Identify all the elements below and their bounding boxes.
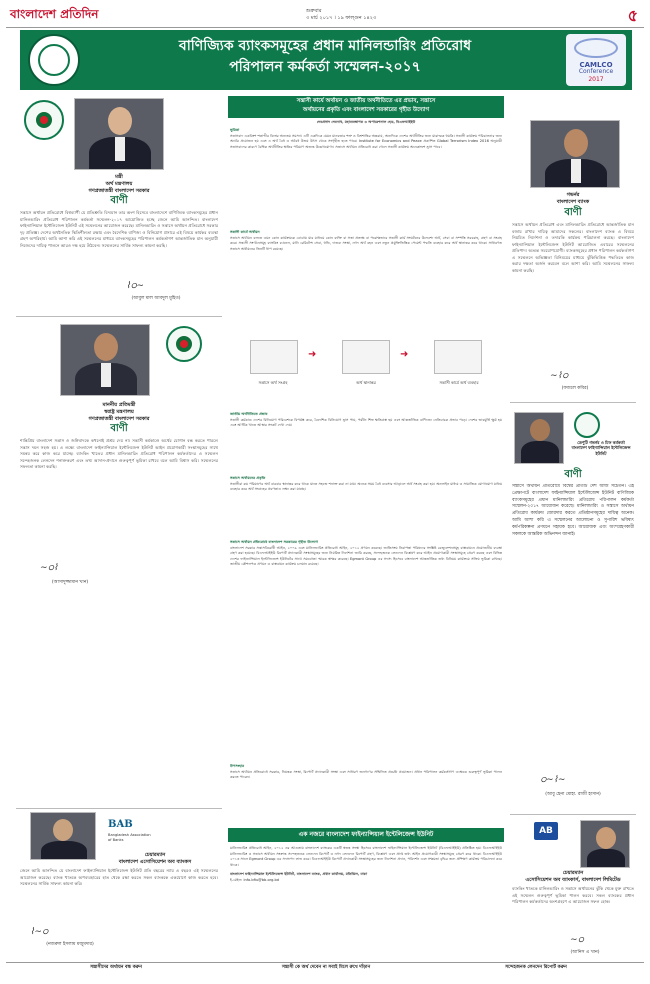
feature-article — [228, 96, 504, 826]
person-title: ডেপুটি গভর্নর ও চিফ কর্মকর্তা বাংলাদেশ ফাইন্যান্সিয়াল ইন্টেলিজেন্স ইউনিট — [571, 440, 631, 456]
divider — [16, 316, 222, 317]
abb-logo — [534, 822, 574, 850]
feature-section-intro: ভূমিকা সন্ত্রাসবাদ একবিংশ শতাব্দীর বিশ্বের অন্যতম সমস্যা। এটি একদিকে যেমন মানবতার শত্রু ও বিশ্বশান্তির অন্তরায়, অন্যদিকে দেশের অর্থনীতির জন্য মারাত্মক হুমকি। সন্ত্রাসী কার্যক্রম পরিচালনার জন্য অর্থের প্রয়োজন হয় এবং এ অর্থ বৈধ ও অবৈধ উভয় উৎস থেকে সংগৃহীত হতে পারে। Institute for Economics and Peace প্রকাশিত Global Terrorism Index 2016 অনুযায়ী সন্ত্রাসবাদের কারণে বৈশ্বিক অর্থনীতির ক্ষতির পরিমাণ অত্যন্ত উল্লেখযোগ্য। সন্ত্রাসে অর্থায়ন প্রতিরোধ করা গেলে সন্ত্রাসী কার্যক্রম অনেকাংশে হ্রাস পাবে। — [230, 128, 502, 149]
message-bfiu-head — [510, 408, 636, 812]
stage-transfer-icon — [342, 340, 390, 374]
footer-slogan: সন্ত্রাসীদের অর্থায়ন বন্ধ করুন — [90, 965, 142, 970]
signature: ഠ∼⌇∼ — [540, 775, 566, 785]
feature-section-financing: সন্ত্রাসী কার্যে অর্থায়ন সন্ত্রাসে অর্থায়ন বলতে এমন কোন কার্যক্রমকে বোঝায় যার মাধ্যমে কোন ব্যক্তি বা সত্তা প্রত্যক্ষ বা পরোক্ষভাবে সন্ত্রাসী কার্য সংঘটনের উদ্দেশ্যে অর্থ, সেবা বা সম্পত্তি সরবরাহ, গ্রহণ বা সংগ্রহ করে। সন্ত্রাসী সংগঠনসমূহ ব্যাংকিং চ্যানেল, মানি রেমিটেন্স সেবা, হুন্ডি, দাতব্য সংস্থা, নগদ অর্থ বহন এবং নতুন প্রযুক্তিভিত্তিক পেমেন্ট পদ্ধতি ব্যবহার করে অর্থ স্থানান্তর করে থাকে। সাধারণত সন্ত্রাসে অর্থায়নের তিনটি ধাপ রয়েছে। — [230, 230, 502, 251]
person-title: গভর্নর বাংলাদেশ ব্যাংক — [556, 192, 590, 205]
message-text: সন্ত্রাসে অর্থায়ন প্রতিরোধ এবং মানিলন্ডারিং প্রতিরোধে আন্তর্জাতিক মান বজায় রাখার দায়িত্ব আমাদের সকলের। বাংলাদেশ ব্যাংক এ বিষয়ে নিয়মিত নির্দেশনা ও তদারকি কার্যক্রম পরিচালনা করছে। বাংলাদেশ ফাইন্যান্সিয়াল ইন্টেলিজেন্স ইউনিট আয়োজিত এবারের সম্মেলনের প্রতিপাদ্য অত্যন্ত সময়োপযোগী। ব্যাংকসমূহের প্রধান পরিপালন কর্মকর্তাগণ এ সম্মেলনে অভিজ্ঞতা বিনিময়ের মাধ্যমে ঝুঁকিভিত্তিক পদ্ধতিতে কাজ করার দক্ষতা অর্জন করবেন বলে আশা করি। আমি সম্মেলনের সাফল্য কামনা করছি। — [512, 222, 634, 273]
message-home-minister — [16, 322, 222, 604]
signature: ⌇ഠ∼ — [126, 281, 144, 291]
emblem-sun-icon — [40, 116, 48, 124]
feature-section-conclusion: উপসংহার সন্ত্রাসে অর্থায়ন প্রতিরোধে সরকার, নিয়ন্ত্রক সংস্থা, রিপোর্ট প্রদানকারী সংস্থা এবং সাধারণ জনগণের সম্মিলিত প্রচেষ্টা প্রয়োজন। প্রধান পরিপালন কর্মকর্তাগণ এক্ষেত্রে গুরুত্বপূর্ণ ভূমিকা পালন করতে পারেন। — [230, 764, 502, 780]
message-text: সন্ত্রাসে অর্থায়ন প্রতিরোধে বিশ্বের প্রতিটি দেশ আজ সচেতন। এই প্রেক্ষাপটে বাংলাদেশ ফাইন্যান্সিয়াল ইন্টেলিজেন্স ইউনিট বাণিজ্যিক ব্যাংকসমূহের প্রধান মানিলন্ডারিং প্রতিরোধ পরিপালন কর্মকর্তা সম্মেলন-২০১৭ আয়োজন করেছে। মানিলন্ডারিং ও সন্ত্রাসে অর্থায়ন প্রতিরোধ কার্যক্রম জোরদার করতে প্রতিষ্ঠানসমূহের দায়িত্ব অনেক। আমি আশা করি এ সম্মেলনের আলোচনা ও সুপারিশ ভবিষ্যৎ কর্মপরিকল্পনা প্রণয়নে সহায়ক হবে। আয়োজক এবং অংশগ্রহণকারী সকলকে আন্তরিক অভিনন্দন জানাই। — [512, 484, 634, 537]
camlco-logo — [566, 34, 626, 86]
stage-use-icon — [434, 340, 482, 374]
portrait-bfiu-head — [514, 412, 564, 464]
footer-slogans — [6, 962, 644, 982]
bfiu-seal-icon — [574, 412, 600, 438]
bfiu-seal-icon — [28, 34, 80, 86]
bfiu-email[interactable]: ই-মেইল: info.bfiu@bb.org.bd — [230, 877, 280, 882]
person-title: মন্ত্রী অর্থ মন্ত্রণালয় গণপ্রজাতন্ত্রী বাংলাদেশ সরকার — [88, 174, 150, 194]
financing-stages-diagram — [238, 336, 494, 408]
bab-logo-label: Bangladesh Association of Banks — [108, 832, 151, 842]
portrait-bab-chairman — [30, 812, 96, 860]
diagram-caption: অর্থ স্থানান্তর — [356, 380, 376, 385]
issue-day: শুক্রবার — [306, 8, 322, 14]
message-heading: বাণী — [110, 423, 128, 434]
masthead — [6, 2, 644, 28]
signature: ⌇∼ഠ — [30, 927, 48, 937]
footer-slogan: সন্দেহজনক লেনদেন রিপোর্ট করুন — [505, 965, 567, 970]
signatory-name: (আবুল মাল আবদুল মুহিত) — [131, 296, 181, 301]
divider — [16, 808, 222, 809]
message-heading: বাণী — [564, 469, 582, 480]
bfiu-contact: বাংলাদেশ ফাইন্যান্সিয়াল ইন্টেলিজেন্স ইউনিট, বাংলাদেশ ব্যাংক, প্রধান কার্যালয়, মতিঝিল, ঢাকা — [230, 872, 368, 877]
portrait-finance-minister — [74, 98, 164, 170]
signatory-name: (আনিস এ খান) — [570, 950, 600, 955]
signature: ∼ഠ — [570, 935, 584, 945]
bab-logo — [108, 818, 154, 850]
issue-date — [306, 8, 376, 22]
camlco-ring-icon — [574, 38, 618, 58]
divider — [510, 402, 636, 403]
portrait-governor — [530, 120, 620, 188]
feature-section-nature: সন্ত্রাসে অর্থায়নের প্রকৃতি সন্ত্রাসীরা কম পরিমাণের অর্থ বারবার স্থানান্তর করে থাকে যাতে সহজে শনাক্ত করা না যায়। অনেক সময় বৈধ ব্যবসার আড়ালে অর্থ সংগ্রহ করা হয়। অনলাইন মাধ্যম ও সামাজিক যোগাযোগ মাধ্যম ব্যবহার করে অর্থ সংগ্রহের প্রবণতাও লক্ষ্য করা যাচ্ছে। — [230, 476, 502, 492]
stage-collect-icon — [250, 340, 298, 374]
person-title: চেয়ারম্যান এসোসিয়েশন অব ব্যাংকার্স, বাংলাদেশ লিমিটেড — [525, 870, 621, 883]
banner-title-line1: বাণিজ্যিক ব্যাংকসমূহের প্রধান মানিলন্ডারিং প্রতিরোধ — [178, 38, 472, 54]
page-number: ৫ — [627, 6, 638, 25]
conference-banner — [20, 30, 632, 90]
footer-slogan: সন্ত্রাসী কে অর্থ দেবেন না সবাই মিলে রুখে দাঁড়ান — [281, 965, 371, 970]
bfiu-glance-headline: এক নজরে বাংলাদেশ ফাইন্যান্সিয়াল ইন্টেলিজেন্স ইউনিট — [228, 828, 504, 842]
person-title: চেয়ারম্যান বাংলাদেশ এসোসিয়েশন অব ব্যাংকস — [118, 852, 192, 865]
diagram-caption: সন্ত্রাসে অর্থ সংগ্রহ — [258, 380, 288, 385]
message-heading: বাণী — [564, 207, 582, 218]
feature-section-initiatives: সন্ত্রাসে অর্থায়ন প্রতিরোধে বাংলাদেশ সরকারের গৃহীত উদ্যোগ বাংলাদেশ সরকার সন্ত্রাসবিরোধী আইন, ২০০৯ এবং মানিলন্ডারিং প্রতিরোধ আইন, ২০১২ প্রণয়ন করেছে। জাতিসংঘ নিরাপত্তা পরিষদের সংশ্লিষ্ট রেজুলেশনসমূহ বাস্তবায়নে প্রয়োজনীয় ব্যবস্থা গ্রহণ করা হয়েছে। বিএফআইইউ রিপোর্ট প্রদানকারী সংস্থাসমূহের জন্য নিয়মিত নির্দেশনা জারি করছে, সন্দেহজনক লেনদেন বিশ্লেষণ করে আইন প্রয়োগকারী সংস্থাসমূহে প্রেরণ করছে এবং বিভিন্ন দেশের ফাইন্যান্সিয়াল ইন্টেলিজেন্স ইউনিটের সাথে সমঝোতা স্মারক স্বাক্ষর করেছে। Egmont Group এর সদস্য হিসেবে বাংলাদেশ আন্তর্জাতিক তথ্য বিনিময় কার্যক্রমে সক্রিয় ভূমিকা রাখছে। জাতীয় কৌশলপত্র প্রণয়ন ও বাস্তবায়ন কার্যক্রম চলমান রয়েছে। — [230, 540, 502, 567]
arrow-right-icon: ➜ — [400, 349, 409, 360]
portrait-abb-chairman — [580, 820, 630, 868]
banner-title-line2: পরিপালন কর্মকর্তা সম্মেলন-২০১৭ — [229, 59, 421, 75]
signature: ∼ഠ⌇ — [40, 563, 58, 573]
signatory-name: (আবু হেনা মোহা. রাজী হাসান) — [545, 792, 601, 797]
message-finance-minister — [16, 96, 222, 310]
camlco-conference: Conference — [578, 68, 614, 75]
signatory-name: (আসাদুজ্জামান খান) — [51, 580, 89, 585]
signatory-name: (নজরুল ইসলাম মজুমদার) — [46, 942, 94, 947]
newspaper-logo[interactable]: বাংলাদেশ প্রতিদিন — [10, 7, 99, 21]
abb-logo-mark: AB — [534, 822, 558, 840]
message-text: ব্যাংকিং খাতকে মানিলন্ডারিং ও সন্ত্রাসে অর্থায়নের ঝুঁকি থেকে মুক্ত রাখতে এই সম্মেলন গুরুত্বপূর্ণ ভূমিকা পালন করবে। সকল ব্যাংকের প্রধান পরিপালন কর্মকর্তাদের অংশগ্রহণে এ আয়োজন সফল হোক। — [512, 886, 634, 904]
feature-headline: সন্ত্রাসী কার্যে অর্থায়ন ও জাতীয় অর্থনীতিতে এর প্রভাব, সন্ত্রাসে অর্থায়নের প্রকৃতি এবং বাংলাদেশ সরকারের গৃহীত উদ্যোগ — [228, 96, 504, 118]
message-text: জেনে আমি আনন্দিত যে বাংলাদেশ ফাইন্যান্সিয়াল ইন্টেলিজেন্স ইউনিট প্রতি বছরের ন্যায় এ বছরও এই সম্মেলনের আয়োজন করেছে। ব্যাংক খাতকে অপব্যবহারের হাত থেকে রক্ষা করতে সকল ব্যাংককে একযোগে কাজ করতে হবে। সম্মেলনের সার্বিক সাফল্য কামনা করি। — [20, 868, 218, 886]
divider — [510, 814, 636, 815]
diagram-caption: সন্ত্রাসী কার্যে অর্থ ব্যবহার — [439, 380, 479, 385]
arrow-right-icon: ➜ — [308, 349, 317, 360]
portrait-home-minister — [60, 324, 150, 396]
camlco-label: CAMLCO — [579, 61, 613, 69]
person-title: মাননীয় প্রতিমন্ত্রী স্বরাষ্ট্র মন্ত্রণালয় গণপ্রজাতন্ত্রী বাংলাদেশ সরকার — [88, 402, 150, 422]
issue-date-text: ৩ মার্চ ২০১৭ । ১৯ ফাল্গুন ১৪২৩ — [306, 15, 377, 21]
message-text: সন্ত্রাসে অর্থায়ন প্রতিরোধে বিশ্বব্যাপী যে প্রতিশ্রুতি বিদ্যমান তার অংশ হিসেবে বাংলাদেশে বাণিজ্যিক ব্যাংকসমূহের প্রধান মানিলন্ডারিং প্রতিরোধ পরিপালন কর্মকর্তা সম্মেলন-২০১৭ আয়োজিত হচ্ছে জেনে আমি আনন্দিত। বাংলাদেশ ফাইন্যান্সিয়াল ইন্টেলিজেন্স ইউনিট এই সম্মেলনের আয়োজন করেছে। মানিলন্ডারিং ও সন্ত্রাসে অর্থায়ন প্রতিরোধে সরকার দৃঢ় প্রতিজ্ঞ। দেশের অর্থনৈতিক স্থিতিশীলতা রক্ষায় এবং বৈদেশিক বাণিজ্য ও বিনিয়োগ প্রসারে এই বিষয়ে কার্যকর ব্যবস্থা গ্রহণ অপরিহার্য। আমি আশা করি এই সম্মেলনের মাধ্যমে ব্যাংকসমূহের পরিপালন কর্মকর্তাগণ আন্তর্জাতিক মান অনুযায়ী নিজেদের দায়িত্ব পালনে আরও দক্ষ হয়ে উঠবেন। সম্মেলনের সার্বিক সাফল্য কামনা করছি। — [20, 210, 218, 248]
message-text: শান্তিপ্রিয় বাংলাদেশ সন্ত্রাস ও জঙ্গিবাদকে কখনোই প্রশ্রয় দেয় না। সন্ত্রাসী কর্মকাণ্ডে অর্থের যোগান বন্ধ করতে পারলে সন্ত্রাস দমন সহজ হয়। এ লক্ষ্যে বাংলাদেশ ফাইন্যান্সিয়াল ইন্টেলিজেন্স ইউনিট আইন প্রয়োগকারী সংস্থাসমূহের সাথে সমন্বয় করে কাজ করে যাচ্ছে। ব্যাংকিং খাতের প্রধান মানিলন্ডারিং প্রতিরোধ পরিপালন কর্মকর্তাদের এ সম্মেলন সন্দেহজনক লেনদেন শনাক্তকরণ এবং তথ্য আদান-প্রদানে গুরুত্বপূর্ণ ভূমিকা রাখবে বলে আমি বিশ্বাস করি। সম্মেলনের সফলতা কামনা করছি। — [20, 438, 218, 469]
signature: ∼⌇ഠ — [550, 371, 568, 381]
message-heading: বাণী — [110, 195, 128, 206]
feature-byline: দেবপ্রসাদ দেবনাথ, মহাব্যবস্থাপক ও অপারেশনাল হেড, বিএফআইইউ — [316, 120, 416, 124]
camlco-year: 2017 — [588, 76, 604, 83]
bfiu-glance-body: মানিলন্ডারিং প্রতিরোধ আইন, ২০১২ এর আওতায় বাংলাদেশ ব্যাংকের একটি স্বতন্ত্র সংস্থা হিসেবে বাংলাদেশ ফাইন্যান্সিয়াল ইন্টেলিজেন্স ইউনিট (বিএফআইইউ) প্রতিষ্ঠিত হয়। বিএফআইইউ মানিলন্ডারিং ও সন্ত্রাসে অর্থায়ন সংক্রান্ত সন্দেহজনক লেনদেন রিপোর্ট ও নগদ লেনদেন রিপোর্ট গ্রহণ, বিশ্লেষণ এবং প্রাপ্ত তথ্য আইন প্রয়োগকারী সংস্থাসমূহে প্রেরণ করে থাকে। বিএফআইইউ ২০১৩ সালে Egmont Group এর সদস্যপদ লাভ করে। বিএফআইইউ রিপোর্ট প্রদানকারী সংস্থাসমূহের জন্য নির্দেশনা প্রদান, পরিদর্শন এবং সক্ষমতা বৃদ্ধির জন্য প্রশিক্ষণ কার্যক্রম পরিচালনা করে থাকে। বাংলাদেশ ফাইন্যান্সিয়াল ইন্টেলিজেন্স ইউনিট, বাংলাদেশ ব্যাংক, প্রধান কার্যালয়, মতিঝিল, ঢাকা ই-মেইল: info.bfiu@bb.org.bd — [230, 846, 502, 882]
message-governor — [510, 96, 636, 396]
feature-section-impact: জাতীয় অর্থনীতিতে প্রভাব সন্ত্রাসী কর্মকাণ্ড দেশের বিনিয়োগ পরিবেশকে বিপর্যস্ত করে, বৈদেশিক বিনিয়োগ হ্রাস পায়, পর্যটন শিল্প ক্ষতিগ্রস্ত হয় এবং আন্তর্জাতিক বাণিজ্যে নেতিবাচক প্রভাব পড়ে। দেশের ভাবমূর্তি ক্ষুণ্ণ হয় এবং আর্থিক খাতে আস্থার সংকট দেখা দেয়। — [230, 412, 502, 428]
signatory-name: (ফজলে কবির) — [561, 386, 589, 391]
bab-logo-text: BAB — [108, 819, 133, 830]
emblem-sun-icon — [180, 340, 188, 348]
banner-title — [90, 36, 560, 78]
